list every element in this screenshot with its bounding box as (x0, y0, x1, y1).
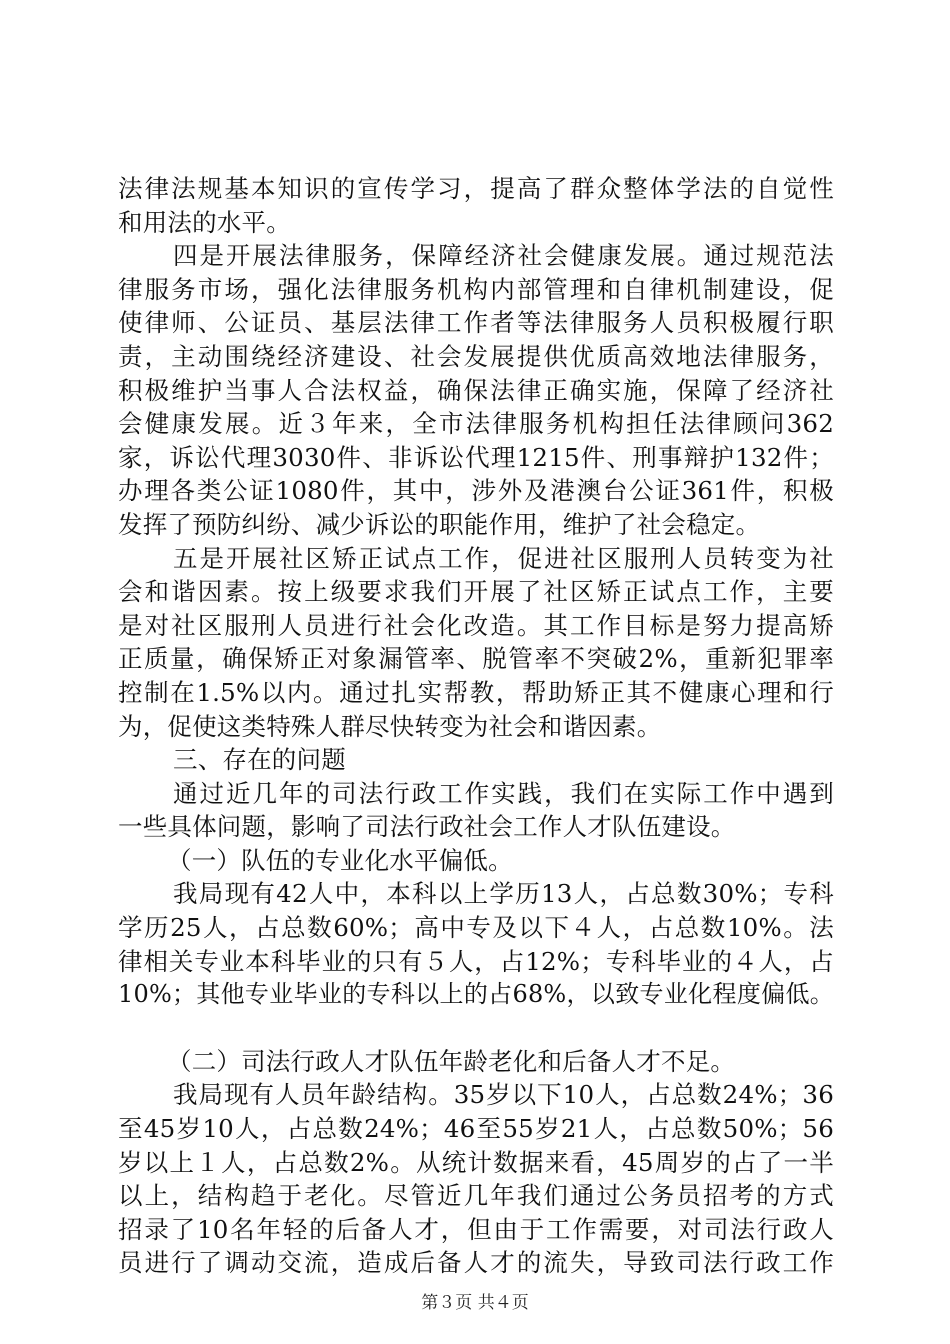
text-line: 会健康发展。近３年来，全市法律服务机构担任法律顾问362 (118, 409, 834, 439)
text-line: 三、存在的问题 (173, 745, 346, 775)
text-line: 控制在1.5%以内。通过扎实帮教，帮助矫正其不健康心理和行 (118, 677, 834, 707)
text-line: 法律法规基本知识的宣传学习，提高了群众整体学法的自觉性 (118, 174, 834, 203)
text-line: 一些具体问题，影响了司法行政社会工作人才队伍建设。 (118, 812, 736, 842)
text-line: （一）队伍的专业化水平偏低。 (167, 845, 513, 875)
text-line: 为，促使这类特殊人群尽快转变为社会和谐因素。 (118, 711, 662, 741)
page-footer: 第３页 共４页 (421, 1293, 529, 1313)
text-line: 员进行了调动交流，造成后备人才的流失，导致司法行政工作 (118, 1248, 834, 1278)
text-line: （二）司法行政人才队伍年龄老化和后备人才不足。 (167, 1046, 736, 1076)
text-line: 发挥了预防纠纷、减少诉讼的职能作用，维护了社会稳定。 (118, 509, 761, 539)
paragraph-gap (118, 1012, 834, 1045)
text-line: 我局现有人员年龄结构。35岁以下10人，占总数24%；36 (173, 1080, 834, 1110)
text-line: 至45岁10人，占总数24%；46至55岁21人，占总数50%；56 (118, 1114, 834, 1144)
text-line: 招录了10名年轻的后备人才，但由于工作需要，对司法行政人 (118, 1214, 834, 1244)
text-line: 办理各类公证1080件，其中，涉外及港澳台公证361件，积极 (118, 476, 834, 506)
text-line: 会和谐因素。按上级要求我们开展了社区矫正试点工作，主要 (118, 577, 834, 607)
text-line: 和用法的水平。 (118, 207, 291, 237)
text-line: 四是开展法律服务，保障经济社会健康发展。通过规范法 (173, 241, 834, 271)
text-line: 岁以上１人，占总数2%。从统计数据来看，45周岁的占了一半 (118, 1147, 834, 1177)
text-line: 学历25人，占总数60%；高中专及以下４人，占总数10%。法 (118, 913, 834, 943)
text-line: 以上，结构趋于老化。尽管近几年我们通过公务员招考的方式 (118, 1181, 834, 1211)
text-line: 正质量，确保矫正对象漏管率、脱管率不突破2%，重新犯罪率 (118, 644, 834, 674)
text-line: 律相关专业本科毕业的只有５人，占12%；专科毕业的４人，占 (118, 946, 834, 976)
text-line: 律服务市场，强化法律服务机构内部管理和自律机制建设，促 (118, 274, 834, 304)
document-body (118, 172, 834, 1280)
text-line: 积极维护当事人合法权益，确保法律正确实施，保障了经济社 (118, 375, 834, 405)
text-line: 通过近几年的司法行政工作实践，我们在实际工作中遇到 (173, 778, 834, 808)
text-line: 五是开展社区矫正试点工作，促进社区服刑人员转变为社 (173, 543, 834, 573)
text-line: 使律师、公证员、基层法律工作者等法律服务人员积极履行职 (118, 308, 834, 338)
text-line: 责，主动围绕经济建设、社会发展提供优质高效地法律服务， (118, 341, 834, 371)
text-line: 10%；其他专业毕业的专科以上的占68%，以致专业化程度偏低。 (118, 980, 834, 1009)
text-line: 家，诉讼代理3030件、非诉讼代理1215件、刑事辩护132件； (118, 442, 834, 472)
text-line: 我局现有42人中，本科以上学历13人，占总数30%；专科 (173, 879, 834, 909)
text-line: 是对社区服刑人员进行社会化改造。其工作目标是努力提高矫 (118, 610, 834, 640)
